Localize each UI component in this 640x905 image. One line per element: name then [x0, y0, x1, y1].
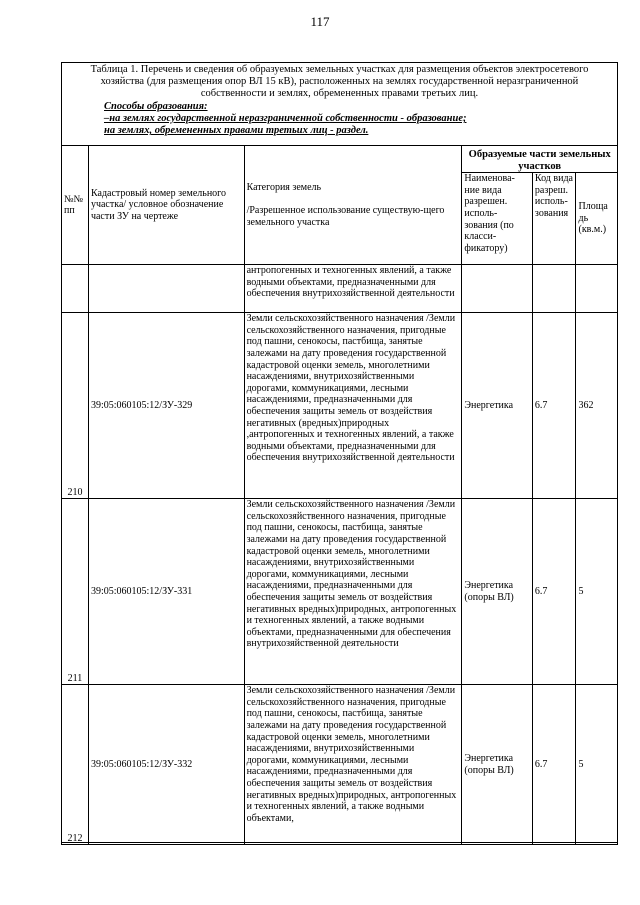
cell-area: [576, 265, 618, 313]
cell-use-name: [462, 265, 533, 313]
cell-cadastral: [88, 265, 244, 313]
header-use-code: Код вида разреш. исполь-зования: [532, 173, 576, 265]
formation-method-2: на землях, обремененных правами третьих лиц - раздел.: [104, 125, 369, 136]
table-row: [62, 685, 618, 845]
formation-method-1: –на землях государственной неразграниченной собственности - образование;: [104, 113, 467, 124]
land-plots-table: [61, 145, 618, 845]
formation-methods-heading: Способы образования:: [104, 101, 208, 112]
header-cadastral: Кадастровый номер земельного участка/ условное обозначение части ЗУ на чертеже: [88, 146, 244, 265]
table-title: Таблица 1. Перечень и сведения об образуемых земельных участках для размещения объектов электросетевого хозяйства (для размещения опор ВЛ 15 кВ), расположенных на землях государственной неразграниченной собственности и землях, обремененных правами третьих лиц.: [90, 64, 589, 99]
cell-area: 5: [576, 499, 618, 685]
header-formed-parts: Образуемые части земельных участков: [462, 146, 618, 173]
header-category: Категория земель /Разрешенное использование существую-щего земельного участка: [244, 146, 462, 265]
cell-area: 5: [576, 685, 618, 845]
cell-use-code: 6.7: [532, 313, 576, 499]
cell-cadastral: 39:05:060105:12/ЗУ-331: [88, 499, 244, 685]
cell-category: Земли сельскохозяйственного назначения /Земли сельскохозяйственного назначения, пригодные под пашни, сенокосы, пастбища, занятые залежами на дату проведения государственной кадастровой оценки земель, многолетними насаждениями, внутрихозяйственными дорогами, коммуникациями, лесными насаждениями, предназначенными для обеспечения защиты земель от воздействия негативных вредных)природных, антропогенных и техногенных явлений, а также водными объектами, предназначенными для обеспечения внутрихозяйственной деятельности: [244, 499, 462, 685]
cell-use-code: 6.7: [532, 499, 576, 685]
cell-num: 211: [62, 499, 89, 685]
cell-cadastral: 39:05:060105:12/ЗУ-329: [88, 313, 244, 499]
cell-use-name: Энергетика (опоры ВЛ): [462, 685, 533, 845]
cell-use-name: Энергетика: [462, 313, 533, 499]
cell-num: 212: [62, 685, 89, 845]
table-row: [62, 499, 618, 685]
header-use-name: Наименова-ние вида разрешен. исполь-зования (по класси-фикатору): [462, 173, 533, 265]
table-caption: [62, 64, 617, 137]
table-row: [62, 265, 618, 313]
cell-use-code: 6.7: [532, 685, 576, 845]
cell-num: [62, 265, 89, 313]
cell-category: Земли сельскохозяйственного назначения /Земли сельскохозяйственного назначения, пригодные под пашни, сенокосы, пастбища, занятые залежами на дату проведения государственной кадастровой оценки земель, многолетними насаждениями, внутрихозяйственными дорогами, коммуникациями, лесными насаждениями, предназначенными для обеспечения защиты земель от воздействия негативных (вредных)природных ,антропогенных и техногенных явлений, а также водными объектами, предназначенными для обеспечения внутрихозяйственной деятельности: [244, 313, 462, 499]
page-number: 117: [310, 14, 330, 29]
cell-use-code: [532, 265, 576, 313]
cell-use-name: Энергетика (опоры ВЛ): [462, 499, 533, 685]
header-area: Площа дь (кв.м.): [576, 173, 618, 265]
cell-area: 362: [576, 313, 618, 499]
cell-num: 210: [62, 313, 89, 499]
cell-category: антропогенных и техногенных явлений, а также водными объектами, предназначенными для обеспечения внутрихозяйственной деятельности: [244, 265, 462, 313]
header-num: №№ пп: [62, 146, 89, 265]
cell-cadastral: 39:05:060105:12/ЗУ-332: [88, 685, 244, 845]
table-row: [62, 313, 618, 499]
cell-category: Земли сельскохозяйственного назначения /Земли сельскохозяйственного назначения, пригодные под пашни, сенокосы, пастбища, занятые залежами на дату проведения государственной кадастровой оценки земель, многолетними насаждениями, внутрихозяйственными дорогами, коммуникациями, лесными насаждениями, предназначенными для обеспечения защиты земель от воздействия негативных вредных)природных, антропогенных и техногенных явлений, а также водными объектами,: [244, 685, 462, 845]
